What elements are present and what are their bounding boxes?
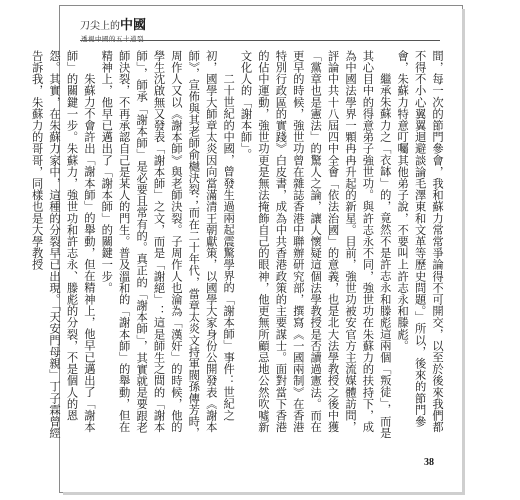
book-page xyxy=(30,6,462,492)
book-title-prefix: 刀尖上的 xyxy=(80,21,120,32)
paragraph-1: 間，每一次的節門參會，我和蘇力常常爭論得不可開交，以至於後來我們都不得不小心翼翼迴避談論毛澤東和文革等歷史問題。」所以，後來的節門參會，朱蘇力特意叮囑其他弟子說，不要叫上許志永和滕彪。 xyxy=(396,50,444,433)
vertical-text-body xyxy=(30,50,446,442)
paragraph-4: 朱蘇力不會許出「謝本師」的舉動，但在精神上，他早已邁出了「謝本師」的關鍵一步。朱蘇力，強世功和許志永、滕彪的分裂，不是個人的恩怨。其實，在朱蘇力家中，這種的分裂早已出現。「天安門母親」丁子霖曾經告訴我，朱蘇力的哥哥，同樣也是大學教授 xyxy=(30,50,96,439)
paragraph-2: 繼承朱蘇力之「衣缽」的，竟然不是許志永和滕彪這兩個「叛徒」，而是其心目中的得意弟子強世功。與許志永不同，強世功在朱蘇力的扶持下，成為中國法學界一顆冉冉升起的新星。目前，強世功被安官方主流媒體訪問，評論中共十八屆四中全會「依法治國」的意義，也是北大法學教授之後中獲「黨章也是憲法」的驚人之論，讓人懷疑這個法學教授是否讀過憲法。而在更早的時候，強世功曾在雜誌香港中聯辦研究部，撰寫《一國兩制》在香港特別行政區的實踐》白皮書，成為中共香港政策的主要謀士。面對當下香港的佔中運動，強世功更是無法掩飾自己的眼神，他更無所顧忌地公然吹噓新文化人的「謝本師」。 xyxy=(239,50,392,439)
running-header xyxy=(80,18,147,50)
header-divider xyxy=(80,40,440,41)
paragraph-3: 二十世紀的中國，曾發生過兩起震驚學界的「謝本師」事件：世紀之初，國學大師章太炎因向當滿清王朝獻策，以國學大家身份公開發表《謝本師》，宣佈與其老師俞樾決裂；而在二十年代，當章太炎文持軍閥孫傳芳時，周作人又以《謝本師》與老師決裂。子周作人也淪為「漢奸」的時候，他的學生沈啟無又發表「謝本師」之文，而是「謝絕」：這是師生之間的「謝本師」，師承「謝本師」是必要且常有的。真正的「謝本師」，其實就是要跟老師決裂，不再承認自己是某人的門生。普及溫和的「謝本師」的舉動，但在精神上，他早已邁出了「謝本師」的關鍵一步。 xyxy=(100,50,236,439)
book-subtitle: 透視中國的五十道裂 xyxy=(81,35,144,43)
book-title xyxy=(80,18,147,33)
book-title-main: 中國 xyxy=(120,18,147,33)
page-number: 38 xyxy=(424,457,434,468)
